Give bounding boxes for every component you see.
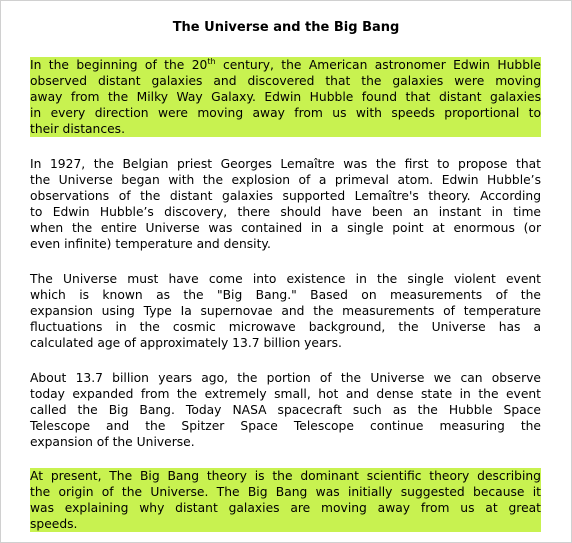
text-line: At present, The Big Bang theory is the dominant scientific theory describing [30, 469, 541, 483]
text-line: today expanded from the extremely small, hot and dense state in the event [30, 387, 541, 401]
text-line: observed distant galaxies and discovered that the galaxies were moving [30, 74, 541, 88]
text-line: the origin of the Universe. The Big Bang was initially suggested because it [30, 485, 541, 499]
text-line: observations of the distant galaxies supported Lemaître's theory. According [30, 189, 541, 203]
text-line: when the entire Universe was contained in a single point at enormous (or [30, 221, 541, 235]
text-line: even infinite) temperature and density. [30, 237, 271, 251]
text-line: the Universe began with the explosion of a primeval atom. Edwin Hubble’s [30, 173, 541, 187]
paragraph-hubble [30, 57, 541, 137]
text-line: expansion using Type Ia supernovae and the measurements of temperature [30, 304, 541, 318]
text-line: fluctuations in the cosmic microwave background, the Universe has a [30, 320, 541, 334]
text-run: century, the American astronomer Edwin Hubble [215, 58, 541, 72]
paragraph-observable-universe [30, 370, 541, 450]
text-line: The Universe must have come into existence in the single violent event [30, 272, 541, 286]
text-line: which is known as the "Big Bang." Based on measurements of the [30, 288, 541, 302]
text-line [30, 57, 541, 73]
text-line: to Edwin Hubble’s discovery, there should have been an instant in time [30, 205, 541, 219]
paragraph-dominant-theory [30, 468, 541, 532]
text-line: Telescope and the Spitzer Space Telescope continue measuring the [30, 419, 541, 433]
page-title: The Universe and the Big Bang [172, 20, 400, 35]
text-line: was explaining why distant galaxies are moving away from us at great [30, 501, 541, 515]
text-line: in every direction were moving away from us with speeds proportional to [30, 106, 541, 120]
text-line: In 1927, the Belgian priest Georges Lemaître was the first to propose that [30, 157, 541, 171]
text-line: About 13.7 billion years ago, the portion of the Universe we can observe [30, 371, 541, 385]
text-line: their distances. [30, 122, 125, 136]
text-line: calculated age of approximately 13.7 billion years. [30, 336, 342, 350]
text-line: away from the Milky Way Galaxy. Edwin Hubble found that distant galaxies [30, 90, 541, 104]
paragraph-lemaitre [30, 156, 541, 252]
text-line: called the Big Bang. Today NASA spacecraft such as the Hubble Space [30, 403, 541, 417]
text-run: In the beginning of the 20 [30, 58, 208, 72]
paragraph-big-bang-age [30, 271, 541, 351]
text-line: speeds. [30, 517, 78, 531]
text-line: expansion of the Universe. [30, 435, 195, 449]
superscript: th [207, 57, 216, 66]
